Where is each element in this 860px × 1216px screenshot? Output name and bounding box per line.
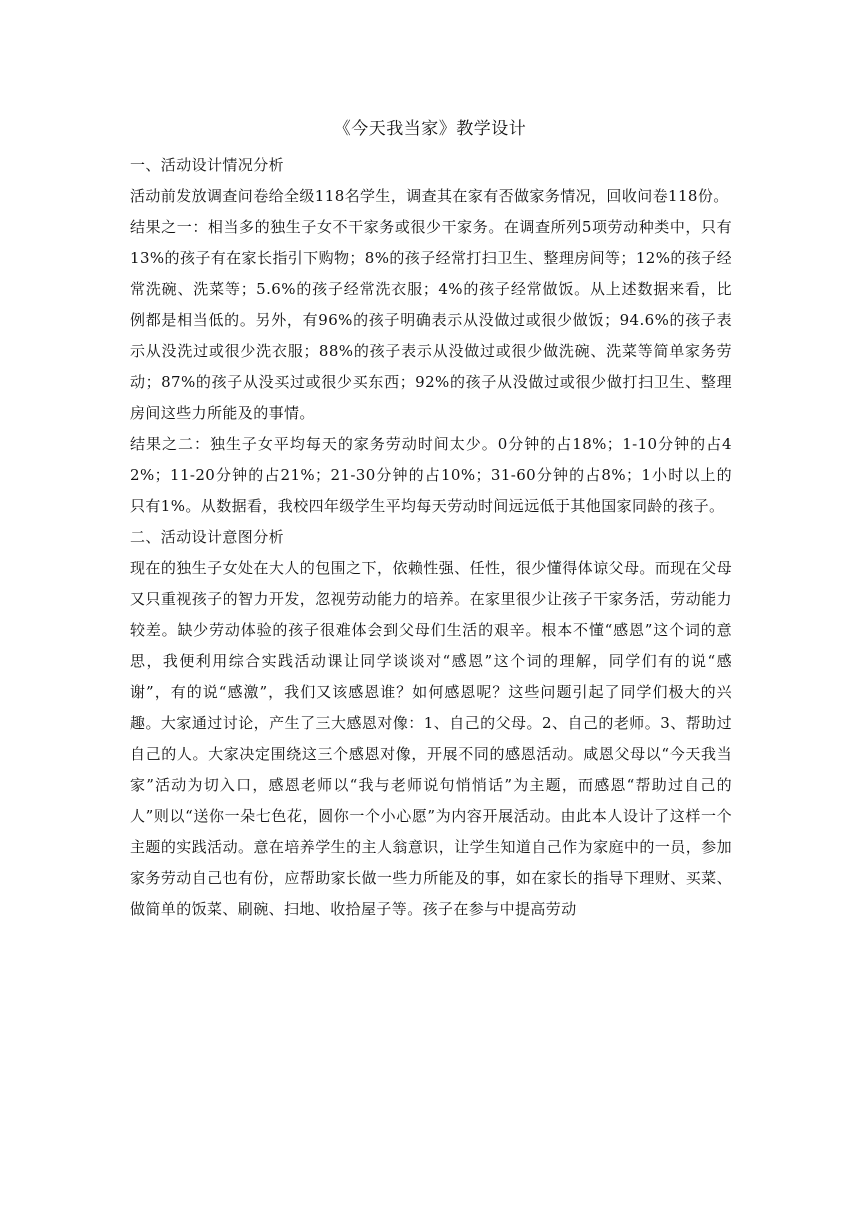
paragraph-result-one: 结果之一：相当多的独生子女不干家务或很少干家务。在调查所列5项劳动种类中，只有13%的孩子有在家长指引下购物；8%的孩子经常打扫卫生、整理房间等；12%的孩子经常洗碗、洗菜等；5.6%的孩子经常洗衣服；4%的孩子经常做饭。从上述数据来看，比例都是相当低的。另外，有96%的孩子明确表示从没做过或很少做饭；94.6%的孩子表示从没洗过或很少洗衣服；88%的孩子表示从没做过或很少做洗碗、洗菜等简单家务劳动；87%的孩子从没买过或很少买东西；92%的孩子从没做过或很少做打扫卫生、整理房间这些力所能及的事情。 <box>130 218 732 422</box>
paragraph-result-two: 结果之二：独生子女平均每天的家务劳动时间太少。0分钟的占18%；1-10分钟的占42%；11-20分钟的占21%；21-30分钟的占10%；31-60分钟的占8%；1小时以上的只有1%。从数据看，我校四年级学生平均每天劳动时间远远低于其他国家同龄的孩子。 <box>130 435 732 515</box>
document-body <box>130 150 732 925</box>
section-heading-intent: 二、活动设计意图分析 <box>130 528 285 546</box>
paragraph-survey-intro: 活动前发放调查问卷给全级118名学生，调查其在家有否做家务情况，回收问卷118份。 <box>130 187 729 205</box>
paragraph-intent: 现在的独生子女处在大人的包围之下，依赖性强、任性，很少懂得体谅父母。而现在父母又只重视孩子的智力开发，忽视劳动能力的培养。在家里很少让孩子干家务活，劳动能力较差。缺少劳动体验的孩子很难体会到父母们生活的艰辛。根本不懂“感恩”这个词的意思，我便利用综合实践活动课让同学谈谈对“感恩”这个词的理解，同学们有的说“感谢”，有的说“感激”，我们又该感恩谁？如何感恩呢？这些问题引起了同学们极大的兴趣。大家通过讨论，产生了三大感恩对像：1、自己的父母。2、自己的老师。3、帮助过自己的人。大家决定围绕这三个感恩对像，开展不同的感恩活动。咸恩父母以“今天我当家”活动为切入口，感恩老师以“我与老师说句悄悄话”为主题，而感恩“帮助过自己的人”则以“送你一朵七色花，圆你一个小心愿”为内容开展活动。由此本人设计了这样一个主题的实践活动。意在培养学生的主人翁意识，让学生知道自己作为家庭中的一员，参加家务劳动自己也有份，应帮助家长做一些力所能及的事，如在家长的指导下理财、买菜、做简单的饭菜、刷碗、扫地、收拾屋子等。孩子在参与中提高劳动 <box>130 559 732 918</box>
section-heading-analysis: 一、活动设计情况分析 <box>130 156 285 174</box>
document-title: 《今天我当家》教学设计 <box>333 119 527 139</box>
